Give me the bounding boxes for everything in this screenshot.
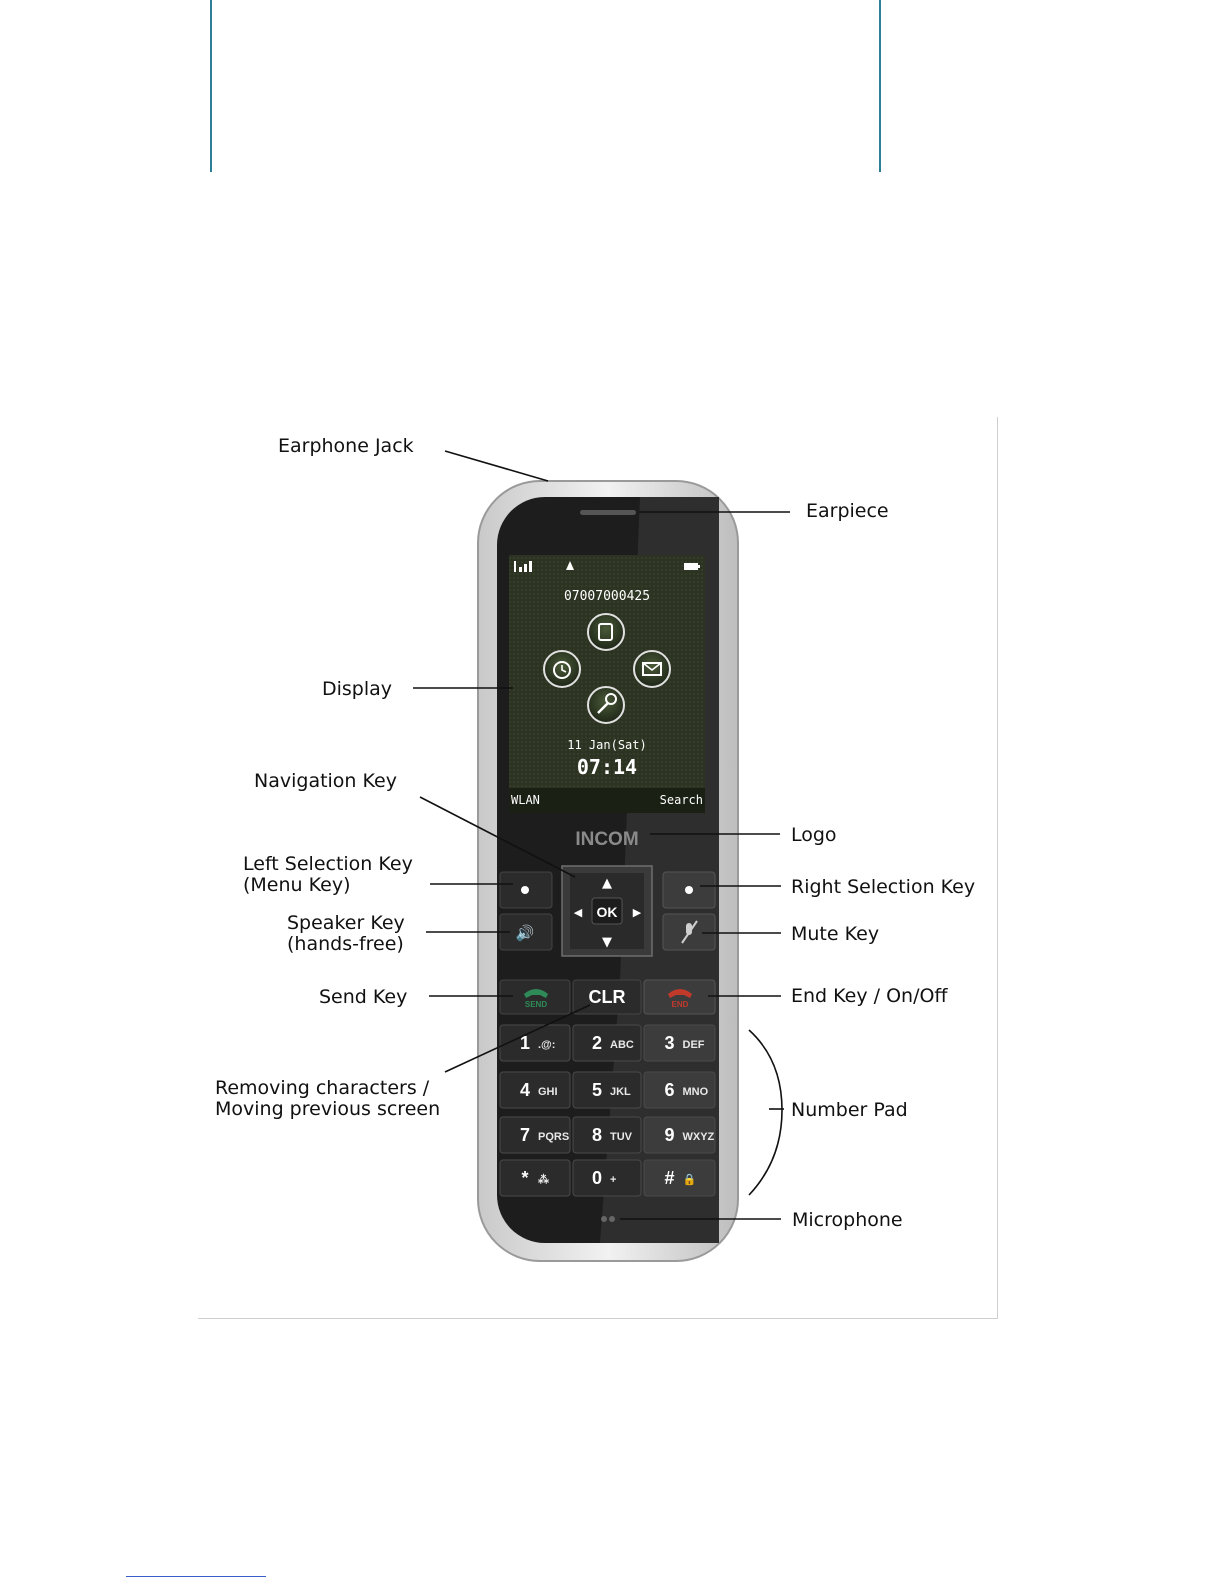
keypad-key-digit: 6 bbox=[664, 1080, 675, 1100]
battery-icon bbox=[684, 563, 700, 570]
label-send-key: Send Key bbox=[319, 986, 408, 1008]
earpiece-slot bbox=[580, 510, 636, 515]
label-earpiece: Earpiece bbox=[806, 500, 889, 522]
keypad-key-letters: 🔒 bbox=[682, 1174, 697, 1186]
keypad-key-7[interactable] bbox=[500, 1117, 570, 1153]
keypad-key-digit: * bbox=[521, 1168, 529, 1188]
label-navigation-key: Navigation Key bbox=[254, 770, 397, 792]
screen-date: 11 Jan(Sat) bbox=[567, 738, 647, 752]
keypad-key-digit: 9 bbox=[664, 1125, 675, 1145]
label-moving-previous-screen: Moving previous screen bbox=[215, 1098, 441, 1120]
label-number-pad: Number Pad bbox=[791, 1099, 908, 1121]
keypad-key-digit: # bbox=[664, 1168, 675, 1188]
speaker-icon: 🔊 bbox=[515, 924, 535, 942]
keypad-key-4[interactable] bbox=[500, 1072, 570, 1108]
keypad-key-letters: PQRS bbox=[538, 1131, 570, 1143]
keypad-key-letters: DEF bbox=[682, 1039, 705, 1051]
softkey-left-label: WLAN bbox=[511, 793, 540, 807]
keypad-key-letters: TUV bbox=[610, 1131, 632, 1143]
keypad-key-2[interactable] bbox=[573, 1025, 641, 1061]
keypad-key-8[interactable] bbox=[573, 1117, 641, 1153]
label-menu-key: (Menu Key) bbox=[243, 874, 351, 896]
softkey-right-label: Search bbox=[659, 793, 703, 807]
send-key[interactable] bbox=[500, 980, 570, 1014]
label-mute-key: Mute Key bbox=[791, 923, 880, 945]
alarm-icon[interactable] bbox=[544, 651, 580, 687]
label-end-key: End Key / On/Off bbox=[791, 985, 948, 1007]
keypad-key-digit: 0 bbox=[591, 1168, 603, 1188]
keypad-key-12[interactable] bbox=[644, 1160, 715, 1196]
label-microphone: Microphone bbox=[792, 1209, 903, 1231]
label-speaker-key: Speaker Key bbox=[287, 912, 405, 934]
keypad-key-10[interactable] bbox=[500, 1160, 570, 1196]
mute-key[interactable] bbox=[663, 914, 715, 950]
keypad-key-digit: 1 bbox=[519, 1033, 531, 1053]
keypad-key-6[interactable] bbox=[644, 1072, 715, 1108]
end-key[interactable] bbox=[644, 980, 715, 1014]
nav-left-icon[interactable]: ◀ bbox=[573, 906, 583, 919]
end-key-label: END bbox=[671, 1000, 689, 1009]
keypad-key-digit: 8 bbox=[591, 1125, 603, 1145]
navigation-key[interactable] bbox=[562, 866, 652, 956]
left-selection-key[interactable] bbox=[500, 872, 552, 908]
send-key-label: SEND bbox=[524, 1000, 548, 1009]
label-logo: Logo bbox=[791, 824, 837, 846]
nav-up-icon[interactable]: ▲ bbox=[602, 876, 612, 891]
ok-button[interactable]: OK bbox=[596, 904, 618, 920]
keypad-key-letters: JKL bbox=[610, 1086, 631, 1098]
incom-logo: INCOM bbox=[575, 829, 639, 850]
keypad-key-11[interactable] bbox=[573, 1160, 641, 1196]
keypad-key-digit: 2 bbox=[591, 1033, 603, 1053]
screen-time: 07:14 bbox=[576, 755, 638, 779]
settings-icon[interactable] bbox=[588, 687, 624, 723]
keypad-key-letters: MNO bbox=[682, 1086, 709, 1098]
keypad-key-letters: + bbox=[610, 1174, 617, 1186]
label-hands-free: (hands-free) bbox=[287, 933, 404, 955]
keypad-key-letters: ABC bbox=[610, 1039, 634, 1051]
keypad-key-digit: 4 bbox=[519, 1080, 531, 1100]
keypad-key-letters: GHI bbox=[538, 1086, 558, 1098]
right-selection-key[interactable] bbox=[663, 872, 715, 908]
label-removing-characters: Removing characters / bbox=[215, 1077, 430, 1099]
label-right-selection-key: Right Selection Key bbox=[791, 876, 976, 898]
keypad-key-digit: 5 bbox=[591, 1080, 603, 1100]
screen-number: 07007000425 bbox=[563, 589, 651, 604]
nav-down-icon[interactable]: ▼ bbox=[602, 935, 612, 950]
keypad-key-digit: 3 bbox=[664, 1033, 675, 1053]
label-left-selection-key: Left Selection Key bbox=[243, 853, 413, 875]
clr-key-label: CLR bbox=[588, 987, 626, 1007]
keypad-key-digit: 7 bbox=[519, 1125, 531, 1145]
keypad-key-letters: WXYZ bbox=[682, 1131, 715, 1143]
label-display: Display bbox=[322, 678, 393, 700]
phonebook-icon[interactable] bbox=[588, 614, 624, 650]
keypad-key-letters: .@: bbox=[538, 1039, 556, 1051]
keypad-key-3[interactable] bbox=[644, 1025, 715, 1061]
display-screen bbox=[509, 555, 705, 813]
message-icon[interactable] bbox=[634, 651, 670, 687]
label-earphone-jack: Earphone Jack bbox=[278, 435, 414, 457]
keypad-key-letters: ⁂ bbox=[538, 1174, 549, 1186]
nav-right-icon[interactable]: ▶ bbox=[632, 906, 642, 919]
keypad-key-5[interactable] bbox=[573, 1072, 641, 1108]
keypad-key-9[interactable] bbox=[644, 1117, 715, 1153]
